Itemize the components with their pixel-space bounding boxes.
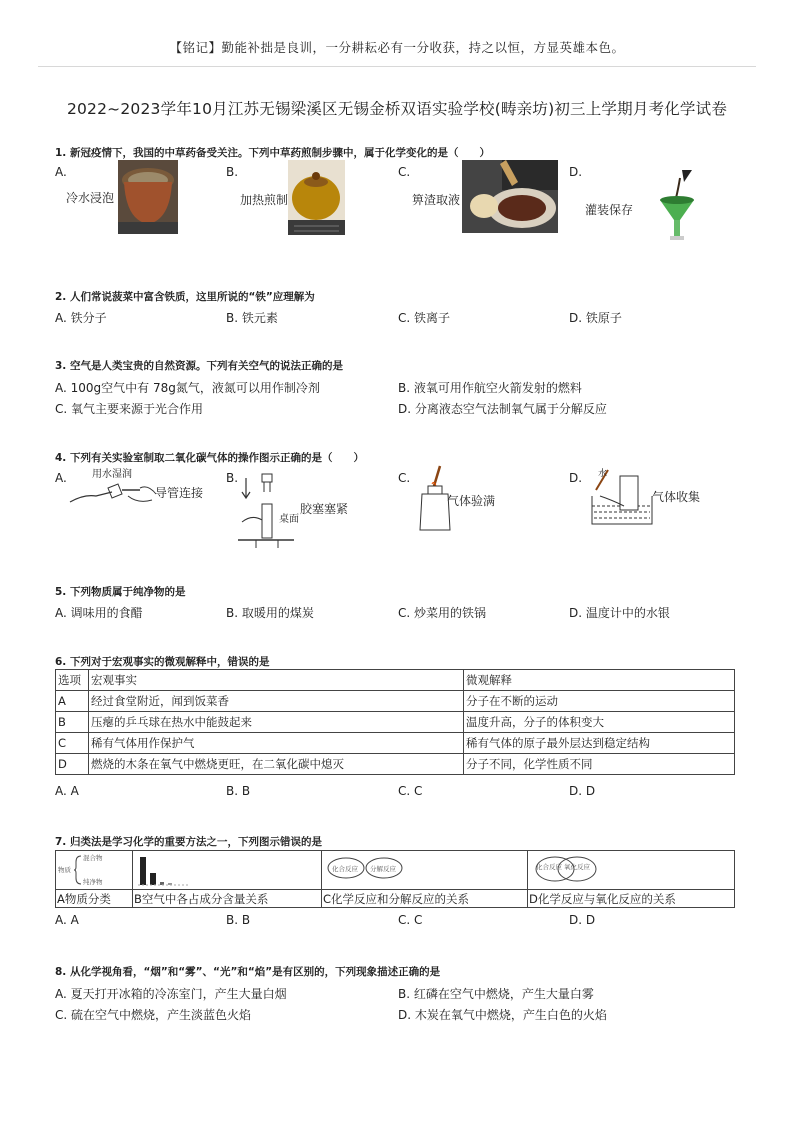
q4-a-inner-label: 用水湿润	[92, 469, 132, 480]
q1-option-c[interactable]: C.	[398, 165, 411, 179]
row-fact: 经过食堂附近，闻到饭菜香	[89, 691, 464, 712]
q7-a-bottom: 纯净物	[83, 878, 103, 886]
row-explanation: 分子不同，化学性质不同	[464, 754, 735, 775]
column-divider	[527, 851, 528, 907]
row-fact: 稀有气体用作保护气	[89, 733, 464, 754]
q7-diagram-table	[55, 850, 735, 908]
q7-option-a[interactable]: A. A	[55, 913, 79, 927]
table-header-row	[56, 670, 735, 691]
question-8-stem: 8. 从化学视角看，“烟”和“雾”、“光”和“焰”是有区别的，下列现象描述正确的是	[55, 966, 441, 978]
table-row	[56, 754, 735, 775]
q1-option-a[interactable]: A.	[55, 165, 67, 179]
q6-option-c[interactable]: C. C	[398, 784, 423, 798]
header-macro-fact: 宏观事实	[89, 670, 464, 691]
column-divider	[321, 851, 322, 907]
q3-option-d[interactable]: D. 分离液态空气法制氧气属于分解反应	[398, 402, 607, 416]
q6-table	[55, 669, 735, 775]
row-fact: 压瘪的乒乓球在热水中能鼓起来	[89, 712, 464, 733]
q4-b-inner-label: 桌面	[279, 514, 299, 525]
q8-option-d[interactable]: D. 木炭在氧气中燃烧，产生白色的火焰	[398, 1008, 607, 1022]
question-4-stem: 4. 下列有关实验室制取二氧化碳气体的操作图示正确的是（ ）	[55, 452, 364, 464]
table-row	[56, 733, 735, 754]
q4-option-d[interactable]: D.	[569, 471, 583, 485]
row-option: C	[56, 733, 89, 754]
q7-label-a: A物质分类	[57, 892, 111, 906]
tube-connection-diagram	[68, 474, 158, 514]
q1-option-b[interactable]: B.	[226, 165, 239, 179]
header-micro-explanation: 微观解释	[464, 670, 735, 691]
q4-option-c[interactable]: C.	[398, 471, 411, 485]
question-1-stem: 1. 新冠疫情下，我国的中草药备受关注。下列中草药煎制步骤中，属于化学变化的是（ ）	[55, 147, 490, 159]
q6-option-d[interactable]: D. D	[569, 784, 596, 798]
table-row	[56, 712, 735, 733]
q1-caption-b: 加热煎制	[240, 193, 289, 207]
q7-d-right: 氧化反应	[564, 863, 590, 871]
q5-option-d[interactable]: D. 温度计中的水银	[569, 606, 670, 620]
q1-caption-a: 冷水浸泡	[66, 191, 115, 205]
page-title: 2022~2023学年10月江苏无锡梁溪区无锡金桥双语实验学校(畴亲坊)初三上学期月考化学试卷	[66, 100, 728, 118]
q5-option-a[interactable]: A. 调味用的食醋	[55, 606, 143, 620]
q7-option-c[interactable]: C. C	[398, 913, 423, 927]
q2-option-c[interactable]: C. 铁离子	[398, 311, 451, 325]
q8-option-c[interactable]: C. 硫在空气中燃烧，产生淡蓝色火焰	[55, 1008, 252, 1022]
row-option: B	[56, 712, 89, 733]
q7-c-right: 分解反应	[370, 865, 396, 873]
row-explanation: 分子在不断的运动	[464, 691, 735, 712]
row-explanation: 稀有气体的原子最外层达到稳定结构	[464, 733, 735, 754]
q8-option-b[interactable]: B. 红磷在空气中燃烧，产生大量白雾	[398, 987, 594, 1001]
row-explanation: 温度升高，分子的体积变大	[464, 712, 735, 733]
header-option: 选项	[56, 670, 89, 691]
bottling-funnel-image	[656, 170, 698, 244]
q4-caption-d: 气体收集	[652, 490, 701, 504]
table-row	[56, 691, 735, 712]
q7-a-brace	[73, 854, 83, 886]
question-5-stem: 5. 下列物质属于纯净物的是	[55, 586, 186, 598]
q7-option-d[interactable]: D. D	[569, 913, 596, 927]
q4-caption-b: 胶塞塞紧	[300, 502, 349, 516]
q7-b-bar-diagram	[136, 853, 192, 887]
q7-label-c: C化学反应和分解反应的关系	[323, 892, 470, 906]
q4-caption-a: 导管连接	[155, 486, 204, 500]
soaking-pot-image	[118, 160, 178, 234]
q7-c-left: 化合反应	[332, 865, 358, 873]
q6-option-b[interactable]: B. B	[226, 784, 251, 798]
q7-a-root: 物质	[58, 866, 71, 874]
q6-option-a[interactable]: A. A	[55, 784, 79, 798]
q7-label-b: B空气中各占成分含量关系	[134, 892, 269, 906]
q3-option-a[interactable]: A. 100g空气中有 78g氮气，液氮可以用作制冷剂	[55, 381, 320, 395]
q4-d-inner-label: 水	[598, 469, 608, 479]
question-3-stem: 3. 空气是人类宝贵的自然资源。下列有关空气的说法正确的是	[55, 360, 343, 372]
q3-option-c[interactable]: C. 氧气主要来源于光合作用	[55, 402, 204, 416]
column-divider	[132, 851, 133, 907]
q1-option-d[interactable]: D.	[569, 165, 583, 179]
question-7-stem: 7. 归类法是学习化学的重要方法之一，下列图示错误的是	[55, 836, 322, 848]
divider	[38, 66, 756, 67]
question-2-stem: 2. 人们常说菠菜中富含铁质，这里所说的“铁”应理解为	[55, 291, 315, 303]
filtering-image	[462, 160, 558, 233]
decocting-pot-image	[288, 160, 345, 235]
row-option: A	[56, 691, 89, 712]
question-6-stem: 6. 下列对于宏观事实的微观解释中，错误的是	[55, 656, 270, 668]
q3-option-b[interactable]: B. 液氧可用作航空火箭发射的燃料	[398, 381, 582, 395]
q2-option-a[interactable]: A. 铁分子	[55, 311, 107, 325]
row-option: D	[56, 754, 89, 775]
q7-label-d: D化学反应与氧化反应的关系	[529, 892, 676, 906]
row-fact: 燃烧的木条在氧气中燃烧更旺，在二氧化碳中熄灭	[89, 754, 464, 775]
q1-caption-d: 灌装保存	[585, 203, 634, 217]
row-divider	[56, 889, 734, 890]
q1-caption-c: 箅渣取液	[412, 193, 461, 207]
q5-option-c[interactable]: C. 炒菜用的铁锅	[398, 606, 487, 620]
q4-caption-c: 气体验满	[447, 494, 496, 508]
q7-a-top: 混合物	[83, 854, 103, 862]
motto: 【铭记】勤能补拙是良训，一分耕耘必有一分收获，持之以恒，方显英雄本色。	[169, 40, 625, 55]
q5-option-b[interactable]: B. 取暖用的煤炭	[226, 606, 314, 620]
q7-option-b[interactable]: B. B	[226, 913, 251, 927]
q8-option-a[interactable]: A. 夏天打开冰箱的冷冻室门，产生大量白烟	[55, 987, 287, 1001]
q2-option-b[interactable]: B. 铁元素	[226, 311, 278, 325]
q4-option-b[interactable]: B.	[226, 471, 239, 485]
q7-d-left: 化合反应	[536, 863, 562, 871]
q2-option-d[interactable]: D. 铁原子	[569, 311, 622, 325]
q4-option-a[interactable]: A.	[55, 471, 67, 485]
